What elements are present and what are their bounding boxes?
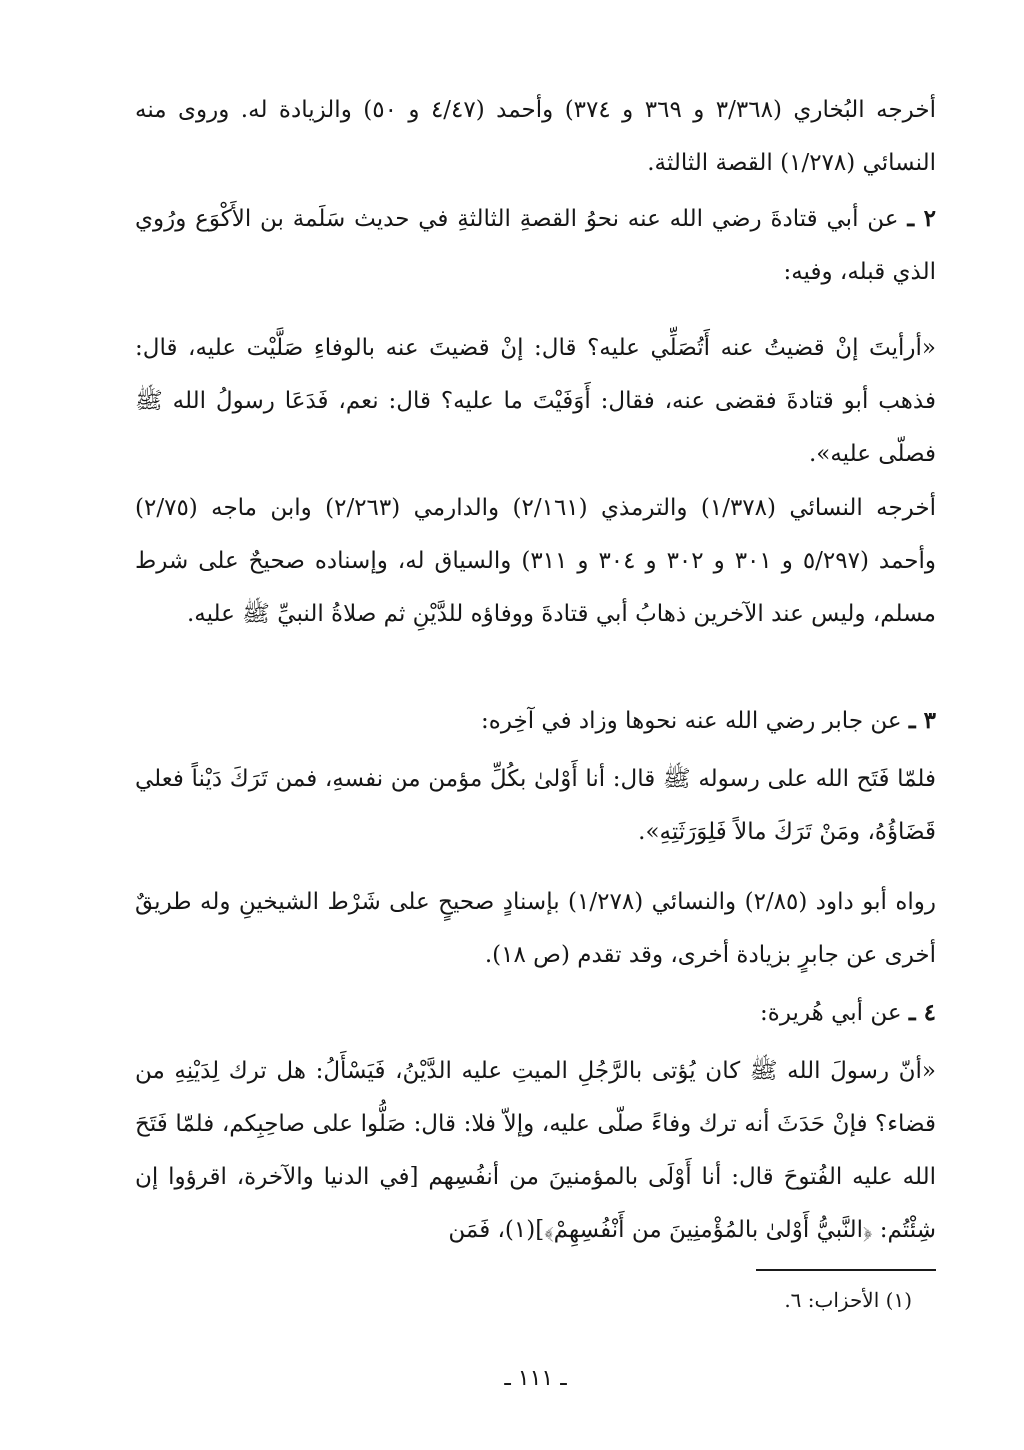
hadith-4-intro (135, 986, 936, 1040)
document-page (135, 0, 936, 1450)
paragraph-text: فلمّا فَتَح الله على رسوله ﷺ قال: أنا أَوْلىٰ بكُلِّ مؤمن من نفسهِ، فمن تَرَكَ دَيْناً فعلي قَضَاؤُهُ، ومَنْ تَرَكَ مالاً فَلِوَرَثَتِهِ». (135, 766, 936, 845)
hadith-2-intro (135, 192, 936, 299)
paragraph-takhrij-2 (135, 482, 936, 641)
footnote-divider (756, 1269, 936, 1271)
hadith-2-text (135, 322, 936, 481)
hadith-3-text (135, 753, 936, 859)
hadith-number: ٤ ـ (908, 999, 936, 1026)
paragraph-text: رواه أبو داود (٢/٨٥) والنسائي (١/٢٧٨) بإسنادٍ صحيحٍ على شَرْط الشيخينِ وله طريقٌ أخرى عن جابرٍ بزيادة أخرى، وقد تقدم (ص ١٨). (135, 889, 936, 968)
paragraph-text: أخرجه النسائي (١/٣٧٨) والترمذي (٢/١٦١) والدارمي (٢/٢٦٣) وابن ماجه (٢/٧٥) وأحمد (٥/٢٩٧ و ٣٠١ و ٣٠٢ و ٣٠٤ و ٣١١) والسياق له، وإسناده صحيحٌ على شرط مسلم، وليس عند الآخرين ذهابُ أبي قتادةَ ووفاؤه للدَّيْنِ ثم صلاةُ النبيِّ ﷺ عليه. (135, 495, 937, 627)
paragraph-takhrij-3 (135, 876, 936, 982)
hadith-number: ٣ ـ (908, 707, 936, 734)
paragraph-text: «أرأيتَ إنْ قضيتُ عنه أَتُصَلِّي عليه؟ قال: إنْ قضيتَ عنه بالوفاءِ صَلَّيْت عليه، قال: فذهب أبو قتادةَ فقضى عنه، فقال: أَوَفَيْتَ ما عليه؟ قال: نعم، فَدَعَا رسولُ الله ﷺ فصلّى عليه». (135, 335, 936, 467)
paragraph-takhrij-1 (135, 84, 936, 190)
hadith-4-text (135, 1045, 936, 1257)
hadith-3-intro (135, 694, 936, 748)
hadith-number: ٢ ـ (907, 205, 937, 232)
paragraph-text: عن أبي هُريرة: (760, 1000, 902, 1026)
paragraph-text: عن جابر رضي الله عنه نحوها وزاد في آخِره: (481, 708, 902, 734)
paragraph-text: «أنّ رسولَ الله ﷺ كان يُؤتى بالرَّجُلِ الميتِ عليه الدَّيْنُ، فَيَسْأَلُ: هل ترك لِدَيْنِهِ من قضاء؟ فإنْ حَدَثَ أنه ترك وفاءً صلّى عليه، وإلاّ فلا: قال: صَلُّوا على صاحِبِكم، فلمّا فَتَحَ الله عليه الفُتوحَ قال: أنا أَوْلَى بالمؤمنينَ من أنفُسِهم [في الدنيا والآخرة، اقرؤوا إن شِئْتُم: ﴿النَّبيُّ أَوْلىٰ بالمُؤْمنِينَ من أَنْفُسِهِمْ﴾](١)، فَمَن (135, 1058, 936, 1243)
footnote: (١) الأحزاب: ٦. (784, 1288, 912, 1312)
paragraph-text: عن أبي قتادةَ رضي الله عنه نحوُ القصةِ الثالثةِ في حديث سَلَمة بن الأَكْوَع ورُوي الذي قبله، وفيه: (135, 206, 936, 285)
paragraph-text: أخرجه البُخاري (٣/٣٦٨ و ٣٦٩ و ٣٧٤) وأحمد (٤/٤٧ و ٥٠) والزيادة له. وروى منه النسائي (١/٢٧٨) القصة الثالثة. (135, 97, 936, 176)
page-number: ـ ١١١ ـ (504, 1366, 567, 1391)
